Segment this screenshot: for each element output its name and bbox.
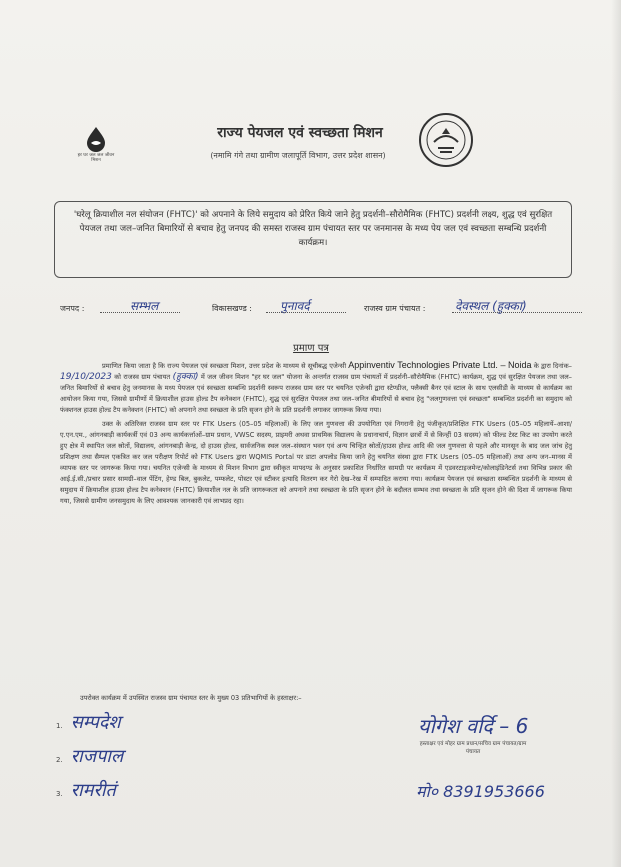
participant-number: 2. [56, 756, 63, 764]
logo-tagline: हर घर जल जल जीवन मिशन [77, 153, 115, 163]
program-banner [54, 201, 572, 278]
agency-name: Appinventiv Technologies Private Ltd. – Noida [348, 360, 532, 370]
village-underline [452, 312, 582, 313]
certificate-body [60, 360, 572, 507]
banner-text: 'घरेलू क्रियाशील नल संयोजन (FHTC)' को अपनाने के लिये समुदाय को प्रेरित किये जाने हेतु प्रदर्शनी–सौरोमैमिक (FHTC) प्रदर्शनी लक्ष्य, शुद्ध एवं सुरक्षित पेयजल तथा जल–जनित बिमारियों से बचाव हेतु जनपद की समस्त राजस्व ग्राम पंचायत स्तर पर जनमानस के मध्य पेय जल एवं स्वच्छता सम्बन्धि प्रदर्शनी कार्यक्रम। [73, 210, 553, 248]
water-drop-icon [86, 126, 106, 152]
village-value: देवस्थल (हुक्का) [455, 299, 527, 313]
certificate-title: प्रमाण पत्र [293, 343, 329, 354]
village-handwritten: (हुक्का) [172, 372, 199, 382]
certificate-paragraph-2: उक्त के अतिरिक्त राजस्व ग्राम स्तर पर FTK Users (05–05 महिलाओं) के लिए जल गुणवत्ता की उपयोगिता एवं निगरानी हेतु पंजीकृत/प्रशिक्षित FTK Users (05–05 महिलायें–आशा/ए.एन.एम., आंगनबाड़ी कार्यकर्त्री एवं 03 अन्य कार्यकर्त्ताओं–ग्राम प्रधान, VWSC सदस्य, प्राइमरी अथवा प्राथमिक विद्यालय के प्रधानाचार्य, विज्ञान छात्रों में से किन्हीं 03 सदस्य) को फील्ड टेस्ट किट का उपयोग करते हुए क्षेत्र में स्थापित जल स्रोतों, विद्यालय, आंगनबाड़ी केन्द्र, दो हाउस होल्ड, सार्वजनिक स्थल जल–संस्थान भवन एवं अन्य चिन्हित स्रोतों/हाउस होल्ड आदि की जल गुणवत्ता से पहले और मानसून के बाद जल जांच हेतु प्रशिक्षण तथा सैम्पल एकत्रित कर जल परीक्षण रिपोर्ट को FTK Users द्वारा WQMIS Portal पर डाटा अपलोड किया जाने हेतु चयनित संस्था द्वारा FTK Users (05–05 महिलाओं) तथा अन्य जन–मानस में व्यापक स्तर पर जागरूक किया गया। चयनित एजेन्सी के माध्यम से मिशन विभाग द्वारा स्वीकृत मापदण्ड के अनुसार प्रकाशित निर्धारित सामग्री पर कार्यक्रम में एडवरटाइजमेन्ट/कोलाइंडिनेटर्स तथा विभिन्न प्रकार की आई.ई.सी./प्रचार प्रसार सामग्री–वाल पेंटिंग, हेण्ड बिल, बुकलेट, पम्फलेट, पोस्टर एवं स्टीकर इत्यादि वितरण कर गेरो देख–रेख में सम्पादित कराया गया। कार्यक्रम पेयजल एवं स्वच्छता सम्बन्धित प्रदर्शनी के माध्यम से समुदाय में क्रियाशील हाउस होल्ड टैप कनेक्शन (FHTC) क्रियाशील नल के प्रति जागरूकता को अपनाने तथा स्वच्छता के प्रति सृजन होने के बदौलत सम्भव तथा स्वच्छता के प्रति सृजन होने की दिशा में जागरूक किया गया, जिससे ग्रामीण जनसमुदाय के लिए आवश्यक जानकारी एवं लाभप्रद रहा। [60, 420, 572, 505]
location-fields [0, 296, 621, 316]
block-value: पुनावर्द [280, 299, 310, 313]
district-label: जनपद : [60, 304, 85, 313]
district-value: सम्भल [130, 299, 159, 313]
village-label: राजस्व ग्राम पंचायत : [364, 304, 426, 313]
district-underline [100, 312, 180, 313]
agency-suffix: के द्वारा दिनांक– [533, 362, 572, 370]
event-date: 19/10/2023 [60, 372, 112, 382]
certificate-paragraph-1 [60, 360, 572, 416]
participant-signature [56, 744, 123, 768]
date-suffix: को राजस्व ग्राम पंचायत [114, 373, 171, 381]
jal-jeevan-mission-logo [76, 126, 116, 178]
participant-name: रामरीतं [70, 780, 116, 801]
participants-heading: उपरोक्त कार्यक्रम में उपस्थित राजस्व ग्राम पंचायत स्तर के मुख्य 03 प्रतिभागियों के हस्ताक्षर:– [80, 694, 302, 702]
mobile-number: मो० 8391953666 [416, 782, 545, 801]
scan-shadow [611, 0, 621, 867]
participant-number: 3. [56, 790, 63, 798]
participant-name: सम्पदेश [70, 712, 121, 733]
participant-name: राजपाल [70, 746, 124, 767]
pradhan-signature: योगेश वर्दि – 6 [418, 714, 529, 738]
participant-signature [56, 710, 121, 734]
participant-number: 1. [56, 722, 63, 730]
paragraph-1-rest: में जल जीवन मिशन "हर घर जल" योजना के अन्तर्गत राजस्व ग्राम पंचायतों में प्रदर्शनी–सौरोमैमिक (FHTC) कार्यक्रम, शुद्ध एवं सुरक्षित पेयजल तथा जल–जनित बिमारियों से बचाव हेतु जनमानस के मध्य पेयजल एवं स्वच्छता सम्बन्धि प्रदर्शनी स्वरूप राजस्व ग्राम स्तर पर चयनित एजेन्सी द्वारा स्टेण्डीज, फ्लैक्सी बैनर एवं स्टाल के साथ एलसीडी के माध्यम से कार्यक्रम का आयोजन किया गया, जिससे ग्रामीणों में क्रियाशील हाउस होल्ड टैप कनेक्शन (FHTC), शुद्ध एवं सुरक्षित पेयजल तथा जल–जनित बीमारियों से बचाव हेतु "जलगुणवत्ता एवं स्वच्छता" सम्बन्धित प्रदर्शनी का समुदाय को फंक्शनल हाउस होल्ड टैप कनेक्शन (FHTC) को अपनाने तथा स्वच्छता के प्रति सृजन होने के प्रति प्रदर्शनी लगाकर जागरूक किया गया। [60, 373, 572, 414]
block-label: विकासखण्ड : [212, 304, 253, 313]
intro-text: प्रमाणित किया जाता है कि राज्य पेयजल एवं स्वच्छता मिशन, उत्तर प्रदेश के माध्यम से सूचीबद्ध एजेन्सी [102, 362, 347, 370]
org-title: राज्य पेयजल एवं स्वच्छता मिशन [217, 125, 383, 141]
participant-signature [56, 778, 116, 802]
block-underline [266, 312, 346, 313]
signature-caption: हस्ताक्षर एवं मोहर ग्राम प्रधान/सचिव ग्राम पंचायत/ग्राम पंचायत [419, 741, 527, 755]
org-subtitle: (नमामि गंगे तथा ग्रामीण जलापूर्ति विभाग, उत्तर प्रदेश शासन) [210, 151, 386, 160]
up-state-emblem-icon [418, 112, 474, 168]
